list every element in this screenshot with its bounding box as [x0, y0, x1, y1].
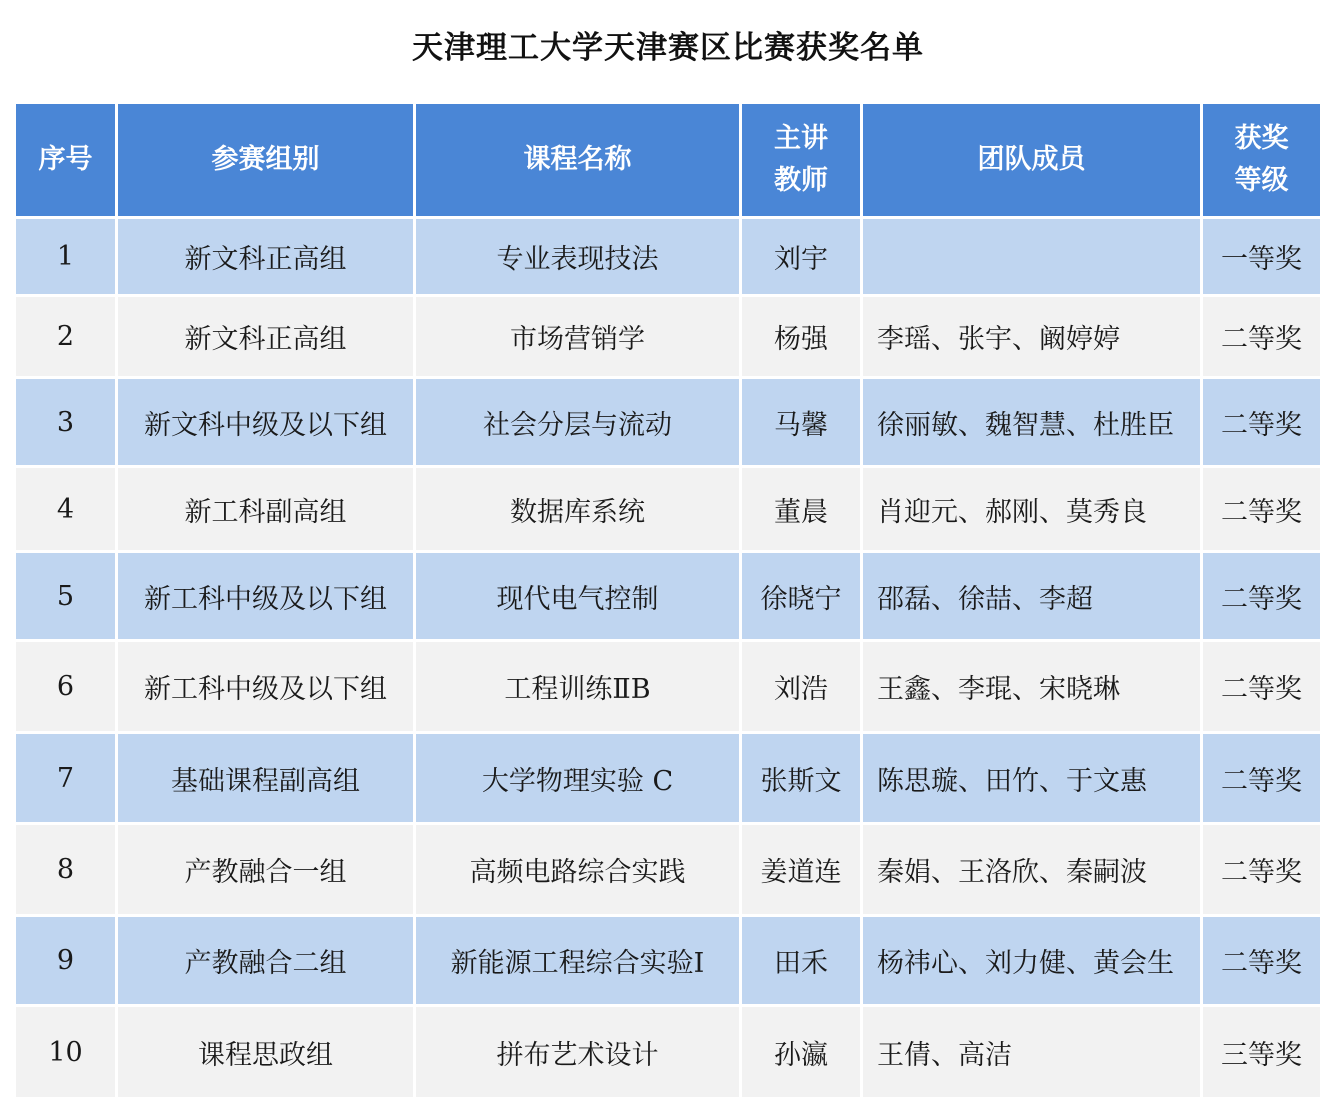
cell-members: 陈思璇、田竹、于文惠 [863, 734, 1200, 822]
cell-award: 二等奖 [1203, 917, 1320, 1004]
cell-group: 新工科副高组 [118, 468, 413, 550]
cell-award: 二等奖 [1203, 553, 1320, 639]
cell-award: 二等奖 [1203, 734, 1320, 822]
cell-teacher: 孙瀛 [742, 1007, 860, 1097]
cell-award: 一等奖 [1203, 219, 1320, 294]
cell-index: 5 [16, 553, 115, 639]
header-teacher: 主讲教师 [742, 104, 860, 216]
table-row [16, 379, 1320, 465]
cell-course: 现代电气控制 [416, 553, 739, 639]
cell-group: 新文科正高组 [118, 297, 413, 376]
cell-index: 2 [16, 297, 115, 376]
cell-course: 新能源工程综合实验Ⅰ [416, 917, 739, 1004]
cell-course: 高频电路综合实践 [416, 825, 739, 914]
header-group: 参赛组别 [118, 104, 413, 216]
table-header-row [16, 104, 1320, 216]
table-row [16, 642, 1320, 731]
cell-teacher: 马馨 [742, 379, 860, 465]
header-index: 序号 [16, 104, 115, 216]
header-members: 团队成员 [863, 104, 1200, 216]
cell-group: 新工科中级及以下组 [118, 553, 413, 639]
header-award: 获奖等级 [1203, 104, 1320, 216]
cell-index: 10 [16, 1007, 115, 1097]
cell-members: 李瑶、张宇、阚婷婷 [863, 297, 1200, 376]
cell-award: 二等奖 [1203, 825, 1320, 914]
table-row [16, 917, 1320, 1004]
cell-index: 6 [16, 642, 115, 731]
cell-members: 秦娟、王洛欣、秦嗣波 [863, 825, 1200, 914]
cell-group: 课程思政组 [118, 1007, 413, 1097]
table-row [16, 734, 1320, 822]
cell-members: 王倩、高洁 [863, 1007, 1200, 1097]
table-body [16, 219, 1320, 1097]
cell-award: 二等奖 [1203, 379, 1320, 465]
cell-teacher: 姜道连 [742, 825, 860, 914]
cell-award: 二等奖 [1203, 297, 1320, 376]
cell-index: 1 [16, 219, 115, 294]
cell-course: 数据库系统 [416, 468, 739, 550]
table-row [16, 825, 1320, 914]
cell-index: 8 [16, 825, 115, 914]
cell-award: 二等奖 [1203, 468, 1320, 550]
cell-group: 产教融合二组 [118, 917, 413, 1004]
cell-group: 基础课程副高组 [118, 734, 413, 822]
cell-teacher: 刘宇 [742, 219, 860, 294]
cell-teacher: 杨强 [742, 297, 860, 376]
cell-course: 大学物理实验 C [416, 734, 739, 822]
cell-award: 二等奖 [1203, 642, 1320, 731]
cell-members: 王鑫、李琨、宋晓琳 [863, 642, 1200, 731]
page-title: 天津理工大学天津赛区比赛获奖名单 [412, 30, 924, 66]
cell-index: 3 [16, 379, 115, 465]
cell-group: 新文科正高组 [118, 219, 413, 294]
cell-teacher: 董晨 [742, 468, 860, 550]
table-row [16, 1007, 1320, 1097]
cell-teacher: 张斯文 [742, 734, 860, 822]
cell-teacher: 刘浩 [742, 642, 860, 731]
cell-members: 徐丽敏、魏智慧、杜胜臣 [863, 379, 1200, 465]
cell-index: 4 [16, 468, 115, 550]
cell-group: 新文科中级及以下组 [118, 379, 413, 465]
cell-award: 三等奖 [1203, 1007, 1320, 1097]
cell-members: 邵磊、徐喆、李超 [863, 553, 1200, 639]
cell-group: 产教融合一组 [118, 825, 413, 914]
cell-teacher: 徐晓宁 [742, 553, 860, 639]
cell-course: 拼布艺术设计 [416, 1007, 739, 1097]
cell-group: 新工科中级及以下组 [118, 642, 413, 731]
table-row [16, 468, 1320, 550]
table-row [16, 297, 1320, 376]
cell-members: 肖迎元、郝刚、莫秀良 [863, 468, 1200, 550]
table-row [16, 553, 1320, 639]
cell-course: 社会分层与流动 [416, 379, 739, 465]
cell-index: 9 [16, 917, 115, 1004]
cell-course: 工程训练ⅡB [416, 642, 739, 731]
cell-index: 7 [16, 734, 115, 822]
cell-course: 专业表现技法 [416, 219, 739, 294]
cell-course: 市场营销学 [416, 297, 739, 376]
awards-table [13, 101, 1323, 1100]
cell-members: 杨祎心、刘力健、黄会生 [863, 917, 1200, 1004]
header-course: 课程名称 [416, 104, 739, 216]
cell-teacher: 田禾 [742, 917, 860, 1004]
cell-members [863, 219, 1200, 294]
table-row [16, 219, 1320, 294]
